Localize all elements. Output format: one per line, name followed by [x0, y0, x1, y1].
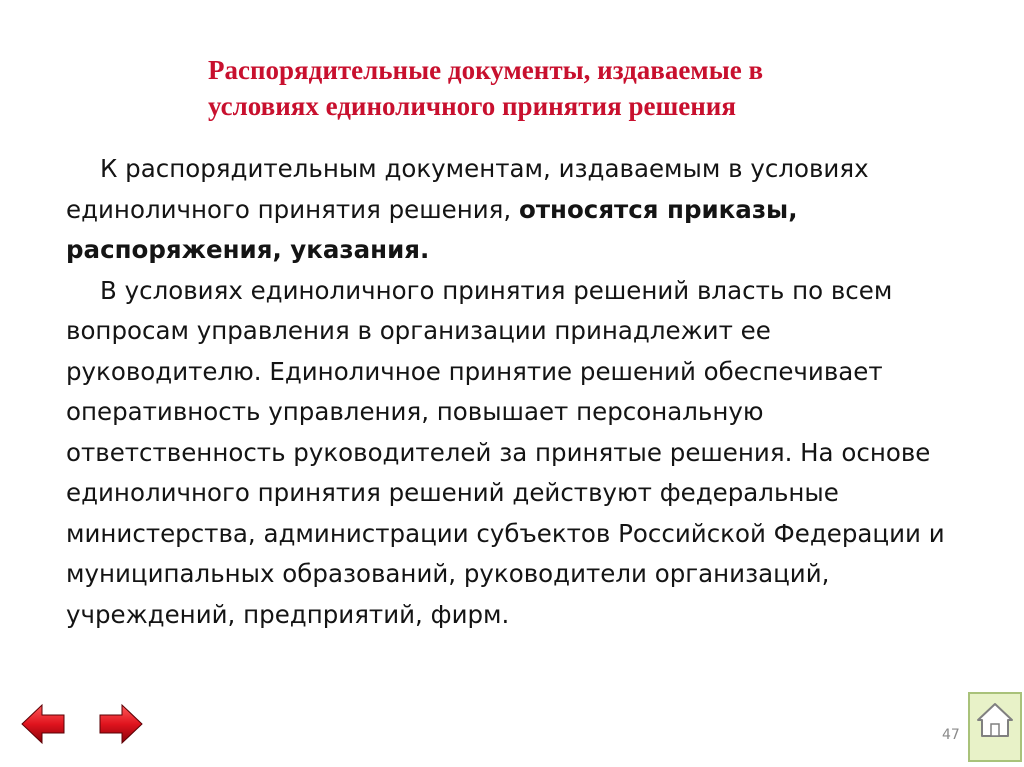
- slide-title-line-2: условиях единоличного принятия решения: [208, 91, 736, 121]
- paragraph-1: [66, 149, 956, 271]
- arrow-left-icon: [20, 702, 66, 746]
- next-slide-button[interactable]: [98, 702, 144, 746]
- slide-body: [66, 149, 956, 635]
- page-number: 47: [942, 727, 960, 743]
- previous-slide-button[interactable]: [20, 702, 66, 746]
- home-icon: [968, 692, 1022, 762]
- paragraph-1-bold-text: относятся приказы, распоряжения, указания.: [66, 194, 798, 264]
- slide-title-line-1: Распорядительные документы, издаваемые в: [208, 55, 764, 85]
- paragraph-1-text: К распорядительным документам, издаваемым в условиях единоличного принятия решения,: [66, 154, 869, 224]
- paragraph-2: В условиях единоличного принятия решений власть по всем вопросам управления в организации принадлежит ее руководителю. Единоличное принятие решений обеспечивает оперативность управления, повышает персональную ответственность руководителей за принятые решения. На основе единоличного принятия решений действуют федеральные министерства, администрации субъектов Российской Федерации и муниципальных образований, руководители организаций, учреждений, предприятий, фирм.: [66, 275, 945, 629]
- slide-title: [208, 52, 968, 124]
- home-button[interactable]: [968, 692, 1022, 762]
- arrow-right-icon: [98, 702, 144, 746]
